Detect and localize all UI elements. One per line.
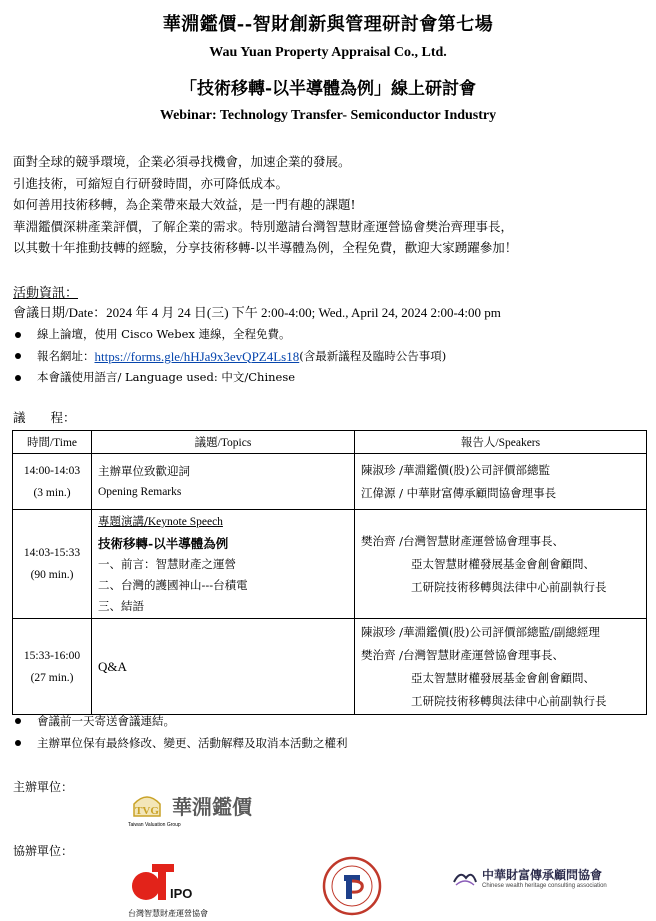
meeting-date: 會議日期/Date：2024 年 4 月 24 日(三) 下午 2:00-4:00; Wed., April 24, 2024 2:00-4:00 pm <box>13 305 501 320</box>
time-cell <box>13 454 92 510</box>
subtopic: 一、前言：智慧財產之運營 <box>98 557 236 571</box>
cwh-name-en: Chinese wealth heritage consulting association <box>482 883 607 889</box>
tipo-logo <box>130 860 202 908</box>
language-text: 本會議使用語言/ Language used: 中文/Chinese <box>37 370 296 384</box>
speaker-line: 亞太智慧財權發展基金會創會顧問、 <box>411 556 595 571</box>
time-range: 14:00-14:03 <box>23 464 81 477</box>
duration: (27 min.) <box>30 671 74 684</box>
host-label: 主辦單位： <box>13 780 74 794</box>
duration: (3 min.) <box>33 486 71 499</box>
keynote-en: Keynote Speech <box>147 516 223 528</box>
header-topics: 議題/Topics <box>92 431 355 454</box>
topic-en: Q&A <box>98 659 127 674</box>
signup-link[interactable]: https://forms.gle/hHJa9x3evQPZ4Ls18 <box>94 348 300 364</box>
speaker-cell <box>355 619 647 715</box>
header-time: 時間/Time <box>13 431 92 454</box>
association-seal-icon <box>322 855 382 921</box>
bullet-icon <box>15 375 21 381</box>
speaker-line: 亞太智慧財權發展基金會創會顧問、 <box>411 670 595 685</box>
cwh-logo <box>452 866 607 889</box>
topic-cell <box>92 510 355 619</box>
topic-cn: 主辦單位致歡迎詞 <box>98 463 190 478</box>
tipo-logo-text: IPO <box>170 886 193 901</box>
company-name: Wau Yuan Property Appraisal Co., Ltd. <box>209 45 447 60</box>
header-speakers: 報告人/Speakers <box>355 431 647 454</box>
speaker-cell <box>355 510 647 619</box>
speaker-line: 樊治齊 /台灣智慧財產運營協會理事長、 <box>361 533 565 548</box>
table-row <box>13 454 647 510</box>
host-tagline: Taiwan Valuation Group <box>128 822 181 828</box>
intro-line: 面對全球的競爭環境，企業必須尋找機會，加速企業的發展。 <box>13 154 351 169</box>
notes-list <box>13 710 348 754</box>
time-cell <box>13 510 92 619</box>
speaker-cell <box>355 454 647 510</box>
signup-label: 報名網址： <box>37 348 95 363</box>
bullet-signup <box>13 346 643 368</box>
subtopic: 三、結語 <box>98 599 144 613</box>
topic-cell <box>92 619 355 715</box>
note-text: 會議前一天寄送會議連結。 <box>37 714 175 728</box>
bullet-icon <box>15 740 21 746</box>
bullet-language <box>13 367 643 389</box>
cwh-emblem-icon <box>452 868 478 888</box>
tipo-caption: 台灣智慧財產運營協會 <box>128 909 208 918</box>
agenda-table <box>12 430 647 715</box>
intro-line: 如何善用技術移轉，為企業帶來最大效益，是一門有趣的課題! <box>13 197 356 212</box>
tvg-logo-text: TVG <box>135 805 159 817</box>
activity-bullets <box>13 324 643 389</box>
intro-line: 引進技術，可縮短自行研發時間，亦可降低成本。 <box>13 175 289 191</box>
subtopic: 二、台灣的護國神山---台積電 <box>98 578 248 592</box>
speaker-line: 陳淑珍 /華淵鑑價(股)公司評價部總監/副總經理 <box>361 624 600 639</box>
host-name: 華淵鑑價 <box>172 794 252 819</box>
webinar-title-en: Webinar: Technology Transfer- Semiconductor Industry <box>159 108 497 123</box>
online-text: 線上論壇，使用 Cisco Webex 連線，全程免費。 <box>37 327 291 341</box>
note-text: 主辦單位保有最終修改、變更、活動解釋及取消本活動之權利 <box>37 736 348 750</box>
topic-title: 技術移轉-以半導體為例 <box>98 536 229 551</box>
duration: (90 min.) <box>30 569 74 581</box>
host-logo <box>128 786 252 824</box>
speaker-line: 工研院技術移轉與法律中心前副執行長 <box>411 579 607 594</box>
bullet-icon <box>15 353 21 359</box>
webinar-title-cn: 「技術移轉-以半導體為例」線上研討會 <box>179 79 477 99</box>
cwh-name-cn: 中華財富傳承顧問協會 <box>482 868 603 882</box>
intro-paragraph <box>13 151 643 259</box>
keynote-label: 專題演講/Keynote Speech <box>98 514 223 528</box>
note-item <box>13 710 348 732</box>
table-row <box>13 619 647 715</box>
intro-line: 華淵鑑價深耕產業評價，了解企業的需求。特別邀請台灣智慧財產運營協會樊治齊理事長， <box>13 218 514 234</box>
bullet-icon <box>15 332 21 338</box>
speaker-line: 工研院技術移轉與法律中心前副執行長 <box>411 693 607 708</box>
agenda-heading: 議 程： <box>13 410 76 425</box>
speaker-line: 江偉源 / 中華財富傳承顧問協會理事長 <box>361 485 557 500</box>
tvg-emblem-icon <box>128 786 166 824</box>
speaker-line: 陳淑珍 /華淵鑑價(股)公司評價部總監 <box>361 462 551 477</box>
intro-line: 以其數十年推動技轉的經驗，分享技術移轉-以半導體為例，全程免費，歡迎大家踴躍參加！ <box>13 240 518 255</box>
topic-cell <box>92 454 355 510</box>
time-range: 15:33-16:00 <box>23 649 81 662</box>
signup-note: (含最新議程及臨時公告事項) <box>299 348 447 363</box>
table-row <box>13 510 647 619</box>
agenda-header-row <box>13 431 647 454</box>
topic-en: Opening Remarks <box>98 485 182 498</box>
bullet-icon <box>15 718 21 724</box>
keynote-cn: 專題演講 <box>98 514 144 528</box>
event-title: 華淵鑑價--智財創新與管理研討會第七場 <box>162 14 494 35</box>
bullet-online <box>13 324 643 346</box>
activity-info-heading: 活動資訊： <box>13 286 79 301</box>
note-item <box>13 732 348 754</box>
co-organizer-label: 協辦單位： <box>13 844 74 858</box>
time-range: 14:03-15:33 <box>23 547 81 559</box>
speaker-line: 樊治齊 /台灣智慧財產運營協會理事長、 <box>361 647 565 662</box>
time-cell <box>13 619 92 715</box>
